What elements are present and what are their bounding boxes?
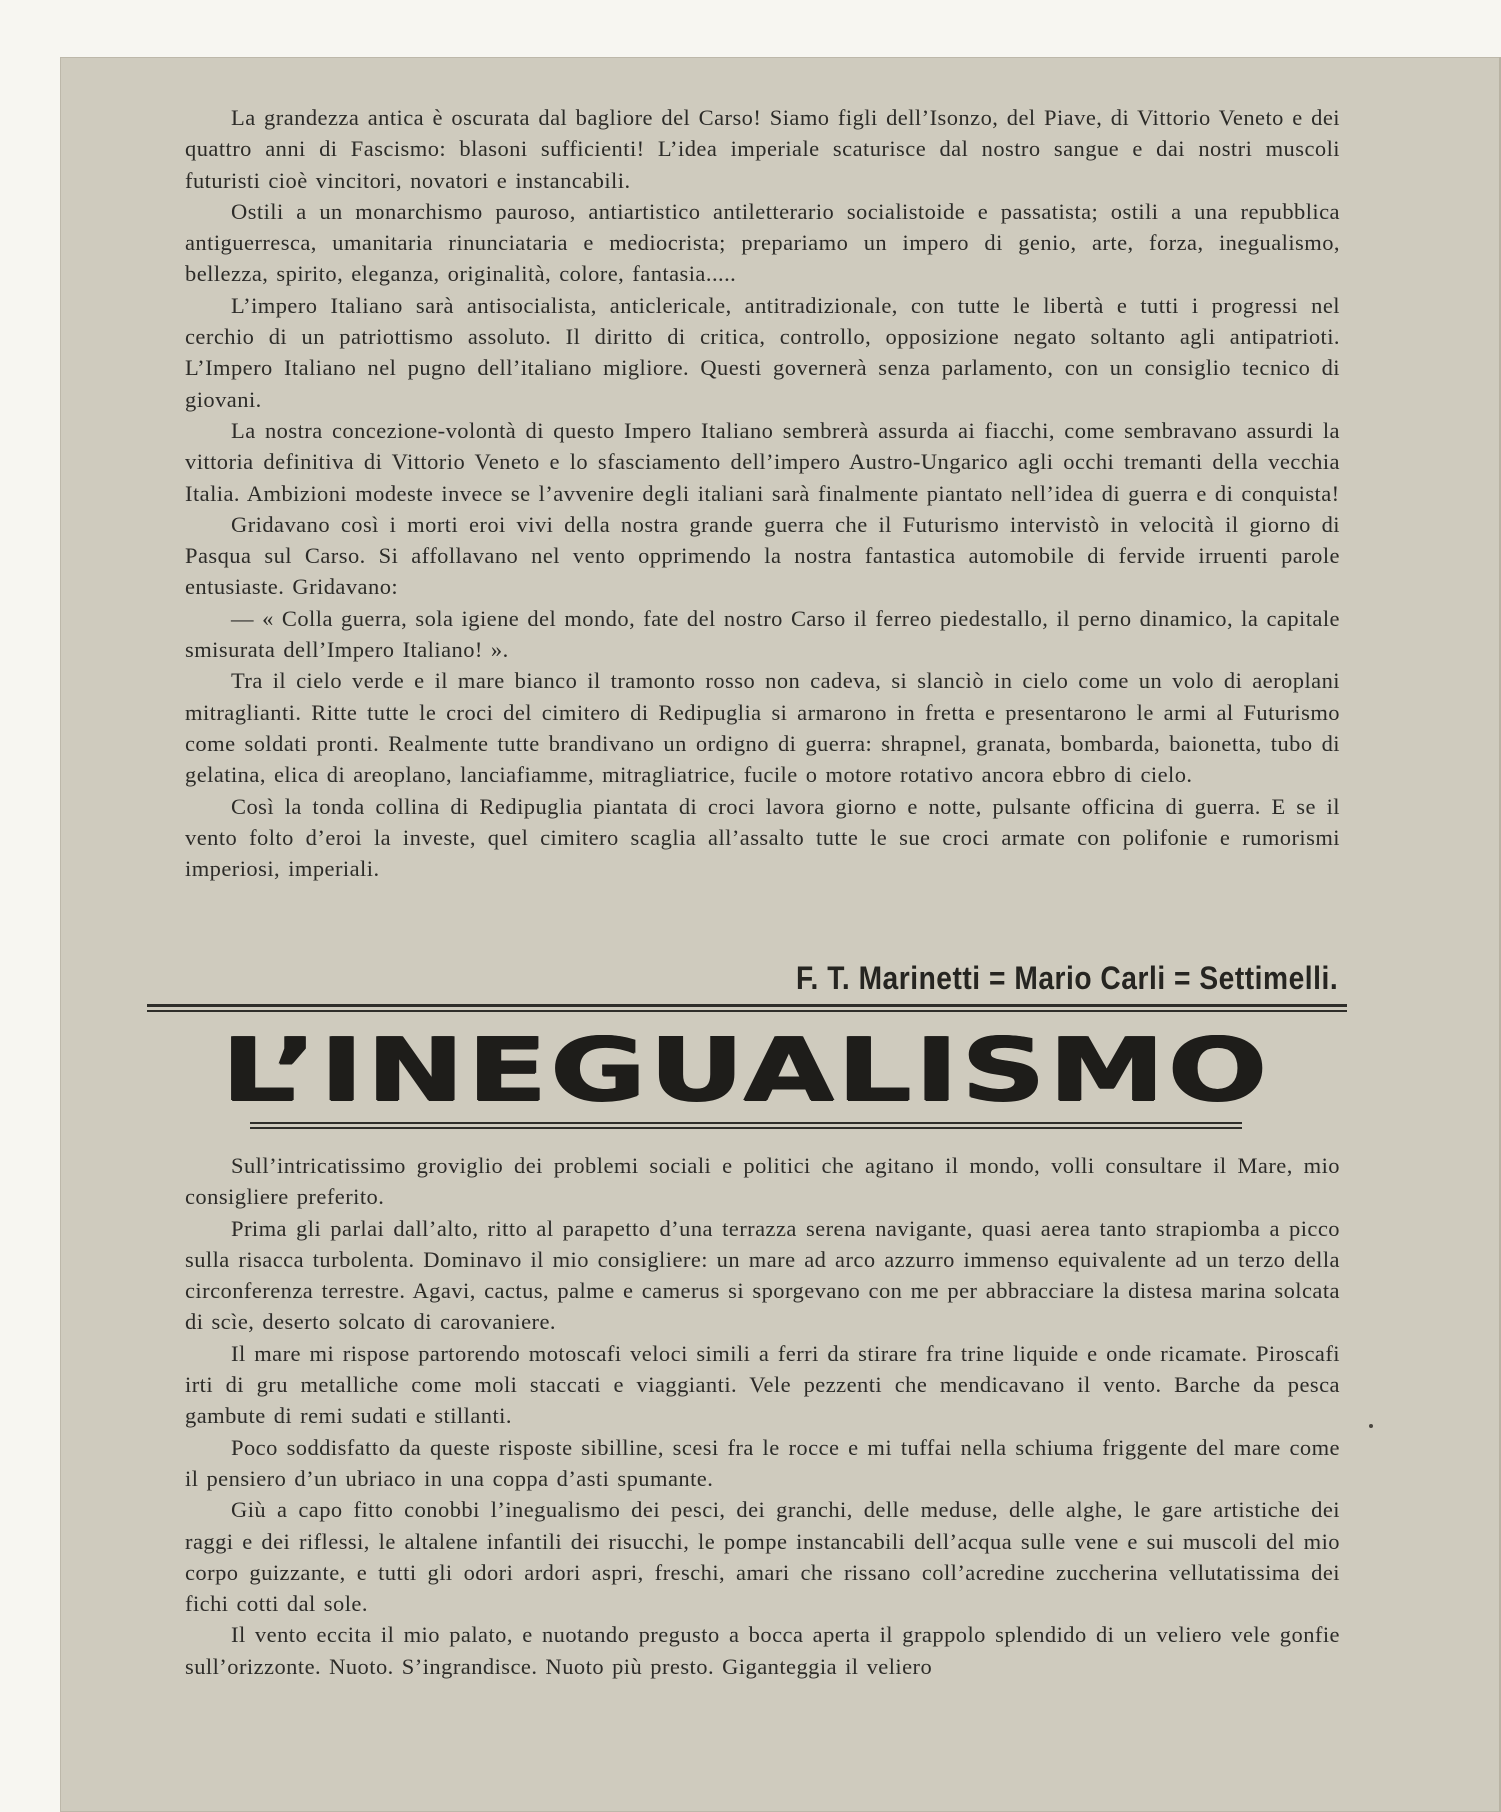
paragraph: Il mare mi rispose partorendo motoscafi veloci simili a ferri da stirare fra trine liquide e onde ricamate. Piroscafi irti di gru metalliche come moli staccati e viaggianti. Vele pezzenti che mendicavano il vento. Barche da pesca gambute di remi sudati e stillanti. — [185, 1340, 1340, 1429]
paragraph: Prima gli parlai dall’alto, ritto al parapetto d’una terrazza serena navigante, quasi aerea tanto strapiomba a picco sulla risacca turbolenta. Dominavo il mio consigliere: un mare ad arco azzurro immenso equivalente ad un terzo della circonferenza terrestre. Agavi, cactus, palme e camerus si sporgevano con me per abbracciare la distesa marina solcata di scìe, deserto solcato di carovaniere. — [185, 1215, 1340, 1335]
ink-speck — [1369, 1424, 1373, 1428]
paragraph: Poco soddisfatto da queste risposte sibilline, scesi fra le rocce e mi tuffai nella schiuma friggente del mare come il pensiero d’un ubriaco in una coppa d’asti spumante. — [185, 1434, 1340, 1491]
article-top — [185, 102, 1340, 884]
paragraph: Sull’intricatissimo groviglio dei problemi sociali e politici che agitano il mondo, volli consultare il Mare, mio consigliere preferito. — [185, 1153, 1340, 1210]
divider-rule — [147, 1010, 1347, 1012]
paragraph: Giù a capo fitto conobbi l’inegualismo dei pesci, dei granchi, delle meduse, delle alghe, le gare artistiche dei raggi e dei riflessi, le altalene infantili dei risucchi, le pompe instancabili dell’acqua sulle vene e sui muscoli del mio corpo guizzante, e tutti gli odori ardori aspri, freschi, amari che rissano coll’acredine zuccherina vellutatissima dei fichi cotti dal sole. — [185, 1497, 1340, 1617]
paragraph: — « Colla guerra, sola igiene del mondo, fate del nostro Carso il ferreo piedestallo, il perno dinamico, la capitale smisurata dell’Impero Italiano! ». — [185, 605, 1340, 663]
paragraph: Ostili a un monarchismo pauroso, antiartistico antiletterario socialistoide e passatista; ostili a una repubblica antiguerresca, umanitaria rinunciataria e mediocrista; prepariamo un impero di genio, arte, forza, inegualismo, bellezza, spirito, eleganza, originalità, colore, fantasia..... — [185, 198, 1340, 287]
paragraph: L’impero Italiano sarà antisocialista, anticlericale, antitradizionale, con tutte le libertà e tutti i progressi nel cerchio di un patriottismo assoluto. Il diritto di critica, controllo, opposizione negato soltanto agli antipatrioti. L’Impero Italiano nel pugno dell’italiano migliore. Questi governerà senza parlamento, con un consiglio tecnico di giovani. — [185, 292, 1340, 412]
paragraph: La grandezza antica è oscurata dal bagliore del Carso! Siamo figli dell’Isonzo, del Piave, di Vittorio Veneto e dei quattro anni di Fascismo: blasoni sufficienti! L’idea imperiale scaturisce dal nostro sangue e dai nostri muscoli futuristi cioè vincitori, novatori e instancabili. — [185, 105, 1340, 193]
paragraph: Il vento eccita il mio palato, e nuotando pregusto a bocca aperta il grappolo splendido di un veliero vele gonfie sull’orizzonte. Nuoto. S’ingrandisce. Nuoto più presto. Giganteggia il veliero — [185, 1622, 1340, 1679]
paragraph: La nostra concezione-volontà di questo Impero Italiano sembrerà assurda ai fiacchi, come sembravano assurdi la vittoria definitiva di Vittorio Veneto e lo sfasciamento dell’impero Austro-Ungarico agli occhi tremanti della vecchia Italia. Ambizioni modeste invece se l’avvenire degli italiani sarà finalmente piantato nell’idea di guerra e di conquista! — [185, 417, 1340, 506]
signature: F. T. Marinetti = Mario Carli = Settimelli. — [795, 960, 1338, 996]
paragraph: Così la tonda collina di Redipuglia piantata di croci lavora giorno e notte, pulsante officina di guerra. E se il vento folto d’eroi la investe, quel cimitero scaglia all’assalto tutte le sue croci armate con polifonie e rumorismi imperiosi, imperiali. — [185, 793, 1340, 882]
article-bottom — [185, 1150, 1340, 1682]
paragraph: Gridavano così i morti eroi vivi della nostra grande guerra che il Futurismo intervistò in velocità il giorno di Pasqua sul Carso. Si affollavano nel vento opprimendo la nostra fantastica automobile di fervide irruenti parole entusiaste. Gridavano: — [185, 511, 1340, 600]
paragraph: Tra il cielo verde e il mare bianco il tramonto rosso non cadeva, si slanciò in cielo come un volo di aeroplani mitraglianti. Ritte tutte le croci del cimitero di Redipuglia si armarono in fretta e presentarono le armi al Futurismo come soldati pronti. Realmente tutte brandivano un ordigno di guerra: shrapnel, granata, bombarda, baionetta, tubo di gelatina, elica di areoplano, lanciafiamme, mitragliatrice, fucile o motore rotativo ancora ebbro di cielo. — [185, 668, 1340, 788]
divider-rule — [250, 1122, 1242, 1124]
divider-rule — [250, 1127, 1242, 1129]
divider-rule — [147, 1004, 1347, 1007]
headline-title: L’INEGUALISMO — [221, 1018, 1271, 1122]
